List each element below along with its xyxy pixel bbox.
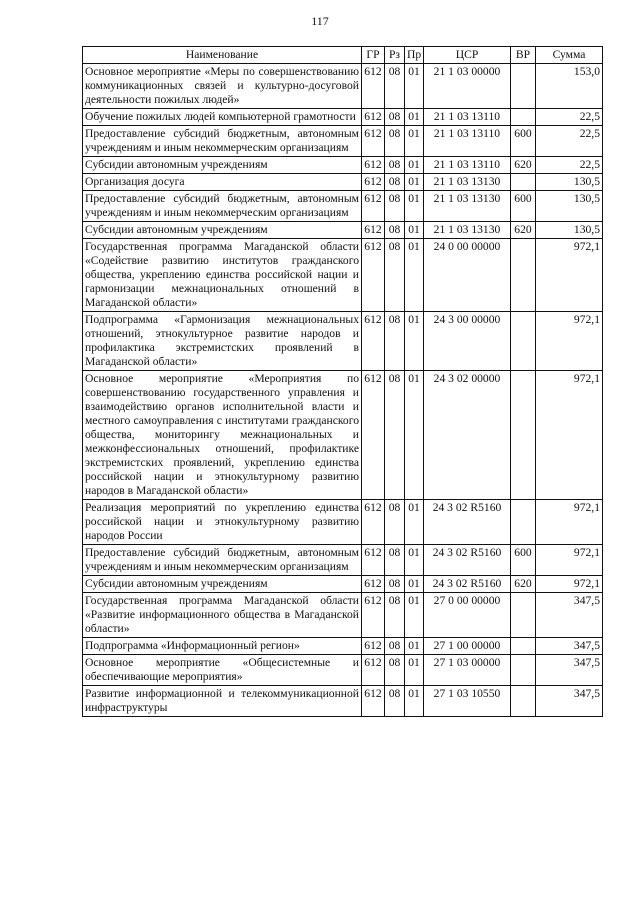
row-name-cell: Предоставление субсидий бюджетным, автономным учреждениям и иным некоммерческим организациям — [83, 126, 362, 157]
row-rz-cell: 08 — [385, 64, 405, 109]
table-row — [83, 686, 603, 717]
row-pr-cell: 01 — [405, 191, 424, 222]
row-rz-cell: 08 — [385, 312, 405, 371]
row-gr-cell: 612 — [362, 174, 385, 191]
row-vr-cell: 620 — [511, 157, 536, 174]
row-csr-cell: 21 1 03 13110 — [424, 109, 511, 126]
table-row — [83, 191, 603, 222]
row-sum-cell: 972,1 — [536, 312, 603, 371]
page-number: 117 — [311, 14, 329, 28]
row-rz-cell: 08 — [385, 174, 405, 191]
row-name-cell: Субсидии автономным учреждениям — [83, 157, 362, 174]
row-pr-cell: 01 — [405, 312, 424, 371]
header-gr: ГР — [362, 47, 385, 64]
row-name-cell: Подпрограмма «Гармонизация межнациональных отношений, этнокультурное развитие народов и профилактика экстремистских проявлений в Магаданской области» — [83, 312, 362, 371]
table-row — [83, 64, 603, 109]
row-rz-cell: 08 — [385, 576, 405, 593]
table-header-row — [83, 47, 603, 64]
row-pr-cell: 01 — [405, 157, 424, 174]
row-gr-cell: 612 — [362, 500, 385, 545]
row-rz-cell: 08 — [385, 191, 405, 222]
row-name-cell: Государственная программа Магаданской области «Содействие развитию институтов гражданского общества, укреплению единства российской нации и гармонизации межнациональных отношений в Магаданской области» — [83, 239, 362, 312]
row-gr-cell: 612 — [362, 64, 385, 109]
row-rz-cell: 08 — [385, 157, 405, 174]
row-vr-cell: 620 — [511, 576, 536, 593]
table-row — [83, 500, 603, 545]
table-row — [83, 638, 603, 655]
row-name-cell: Организация досуга — [83, 174, 362, 191]
row-csr-cell: 24 3 02 00000 — [424, 371, 511, 500]
row-vr-cell — [511, 371, 536, 500]
row-gr-cell: 612 — [362, 109, 385, 126]
row-pr-cell: 01 — [405, 174, 424, 191]
row-csr-cell: 27 1 00 00000 — [424, 638, 511, 655]
row-csr-cell: 21 1 03 13110 — [424, 126, 511, 157]
row-name-cell: Реализация мероприятий по укреплению единства российской нации и этнокультурному развитию народов России — [83, 500, 362, 545]
row-sum-cell: 22,5 — [536, 126, 603, 157]
table-row — [83, 545, 603, 576]
row-vr-cell — [511, 312, 536, 371]
row-vr-cell: 600 — [511, 191, 536, 222]
header-pr: Пр — [405, 47, 424, 64]
row-csr-cell: 27 1 03 10550 — [424, 686, 511, 717]
row-pr-cell: 01 — [405, 545, 424, 576]
row-vr-cell: 620 — [511, 222, 536, 239]
row-pr-cell: 01 — [405, 686, 424, 717]
row-pr-cell: 01 — [405, 222, 424, 239]
row-rz-cell: 08 — [385, 638, 405, 655]
row-vr-cell — [511, 655, 536, 686]
row-sum-cell: 347,5 — [536, 638, 603, 655]
row-vr-cell — [511, 239, 536, 312]
row-pr-cell: 01 — [405, 109, 424, 126]
row-csr-cell: 21 1 03 13130 — [424, 174, 511, 191]
row-gr-cell: 612 — [362, 239, 385, 312]
row-gr-cell: 612 — [362, 126, 385, 157]
table-row — [83, 174, 603, 191]
header-name: Наименование — [83, 47, 362, 64]
row-vr-cell — [511, 64, 536, 109]
table-body — [83, 64, 603, 717]
row-vr-cell — [511, 109, 536, 126]
row-vr-cell — [511, 593, 536, 638]
table-row — [83, 109, 603, 126]
row-vr-cell — [511, 174, 536, 191]
row-pr-cell: 01 — [405, 593, 424, 638]
row-rz-cell: 08 — [385, 545, 405, 576]
row-pr-cell: 01 — [405, 126, 424, 157]
row-csr-cell: 24 3 02 R5160 — [424, 500, 511, 545]
row-sum-cell: 347,5 — [536, 686, 603, 717]
row-rz-cell: 08 — [385, 371, 405, 500]
row-csr-cell: 24 3 00 00000 — [424, 312, 511, 371]
table-row — [83, 239, 603, 312]
row-name-cell: Субсидии автономным учреждениям — [83, 576, 362, 593]
row-rz-cell: 08 — [385, 686, 405, 717]
row-vr-cell — [511, 686, 536, 717]
table-row — [83, 312, 603, 371]
row-sum-cell: 130,5 — [536, 191, 603, 222]
row-pr-cell: 01 — [405, 638, 424, 655]
row-sum-cell: 972,1 — [536, 239, 603, 312]
row-gr-cell: 612 — [362, 371, 385, 500]
row-rz-cell: 08 — [385, 593, 405, 638]
row-sum-cell: 22,5 — [536, 157, 603, 174]
row-gr-cell: 612 — [362, 191, 385, 222]
row-csr-cell: 21 1 03 13130 — [424, 191, 511, 222]
row-rz-cell: 08 — [385, 500, 405, 545]
row-gr-cell: 612 — [362, 655, 385, 686]
row-name-cell: Развитие информационной и телекоммуникационной инфраструктуры — [83, 686, 362, 717]
row-csr-cell: 27 1 03 00000 — [424, 655, 511, 686]
row-csr-cell: 24 3 02 R5160 — [424, 545, 511, 576]
row-name-cell: Предоставление субсидий бюджетным, автономным учреждениям и иным некоммерческим организациям — [83, 191, 362, 222]
row-rz-cell: 08 — [385, 655, 405, 686]
table-row — [83, 222, 603, 239]
row-name-cell: Субсидии автономным учреждениям — [83, 222, 362, 239]
header-csr: ЦСР — [424, 47, 511, 64]
row-sum-cell: 130,5 — [536, 174, 603, 191]
header-sum: Сумма — [536, 47, 603, 64]
budget-table — [82, 46, 603, 717]
row-pr-cell: 01 — [405, 64, 424, 109]
row-pr-cell: 01 — [405, 371, 424, 500]
row-name-cell: Основное мероприятие «Общесистемные и обеспечивающие мероприятия» — [83, 655, 362, 686]
row-pr-cell: 01 — [405, 655, 424, 686]
row-rz-cell: 08 — [385, 126, 405, 157]
row-vr-cell: 600 — [511, 545, 536, 576]
row-pr-cell: 01 — [405, 576, 424, 593]
table-row — [83, 576, 603, 593]
row-gr-cell: 612 — [362, 312, 385, 371]
row-csr-cell: 21 1 03 00000 — [424, 64, 511, 109]
row-gr-cell: 612 — [362, 686, 385, 717]
row-name-cell: Государственная программа Магаданской области «Развитие информационного общества в Магаданской области» — [83, 593, 362, 638]
row-sum-cell: 130,5 — [536, 222, 603, 239]
row-name-cell: Обучение пожилых людей компьютерной грамотности — [83, 109, 362, 126]
table-row — [83, 655, 603, 686]
row-sum-cell: 153,0 — [536, 64, 603, 109]
row-gr-cell: 612 — [362, 593, 385, 638]
row-gr-cell: 612 — [362, 576, 385, 593]
row-gr-cell: 612 — [362, 157, 385, 174]
row-sum-cell: 972,1 — [536, 576, 603, 593]
table-row — [83, 371, 603, 500]
row-csr-cell: 21 1 03 13130 — [424, 222, 511, 239]
row-csr-cell: 27 0 00 00000 — [424, 593, 511, 638]
row-name-cell: Основное мероприятие «Мероприятия по совершенствованию государственного управления и взаимодействию органов исполнительной власти и местного самоуправления с институтами гражданского общества, мониторингу межнациональных и межконфессиональных отношений, профилактике экстремистских проявлений, укреплению единства российской нации и этнокультурному развитию народов в Магаданской области» — [83, 371, 362, 500]
row-name-cell: Основное мероприятие «Меры по совершенствованию коммуникационных связей и культурно-досуговой деятельности пожилых людей» — [83, 64, 362, 109]
row-sum-cell: 347,5 — [536, 655, 603, 686]
row-sum-cell: 972,1 — [536, 371, 603, 500]
row-csr-cell: 24 0 00 00000 — [424, 239, 511, 312]
header-rz: Рз — [385, 47, 405, 64]
table-row — [83, 126, 603, 157]
row-sum-cell: 972,1 — [536, 545, 603, 576]
row-pr-cell: 01 — [405, 500, 424, 545]
row-name-cell: Предоставление субсидий бюджетным, автономным учреждениям и иным некоммерческим организациям — [83, 545, 362, 576]
table-row — [83, 593, 603, 638]
row-gr-cell: 612 — [362, 545, 385, 576]
row-rz-cell: 08 — [385, 109, 405, 126]
row-sum-cell: 22,5 — [536, 109, 603, 126]
row-gr-cell: 612 — [362, 222, 385, 239]
row-vr-cell: 600 — [511, 126, 536, 157]
header-vr: ВР — [511, 47, 536, 64]
row-csr-cell: 21 1 03 13110 — [424, 157, 511, 174]
row-rz-cell: 08 — [385, 222, 405, 239]
row-vr-cell — [511, 500, 536, 545]
row-csr-cell: 24 3 02 R5160 — [424, 576, 511, 593]
row-rz-cell: 08 — [385, 239, 405, 312]
row-vr-cell — [511, 638, 536, 655]
row-sum-cell: 347,5 — [536, 593, 603, 638]
table-row — [83, 157, 603, 174]
row-pr-cell: 01 — [405, 239, 424, 312]
row-gr-cell: 612 — [362, 638, 385, 655]
row-name-cell: Подпрограмма «Информационный регион» — [83, 638, 362, 655]
row-sum-cell: 972,1 — [536, 500, 603, 545]
